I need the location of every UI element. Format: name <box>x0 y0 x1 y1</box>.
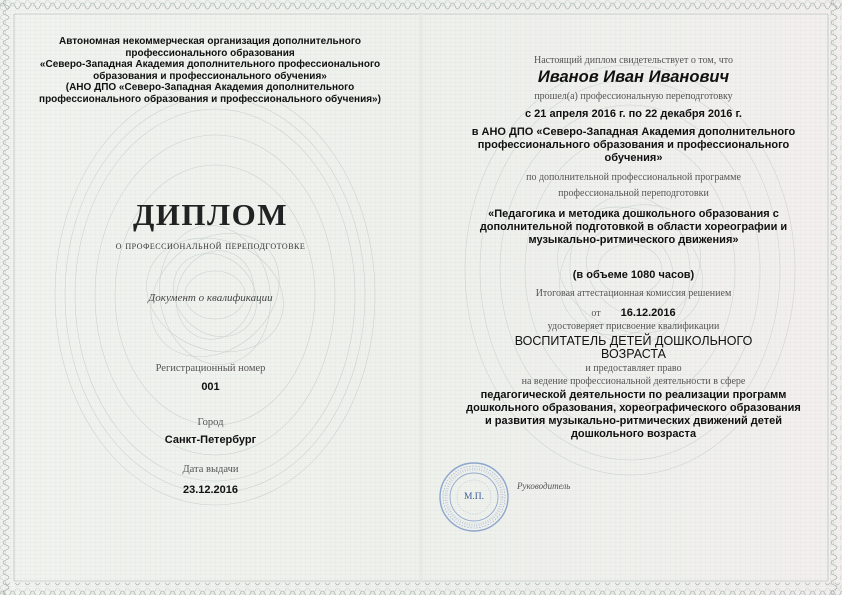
study-period: с 21 апреля 2016 г. по 22 декабря 2016 г. <box>525 108 742 120</box>
activity-label: на ведение профессиональной деятельности в сфере <box>521 376 746 387</box>
reg-number-value: 001 <box>201 381 220 393</box>
issue-date-label: Дата выдачи <box>182 464 239 475</box>
activity-line: дошкольного образования, хореографического образования <box>466 402 801 414</box>
org-line: «Северо-Западная Академия дополнительного профессионального <box>39 59 381 70</box>
official-stamp <box>438 461 510 533</box>
org-line: образования и профессионального обучения» <box>93 70 327 82</box>
program-label: по дополнительной профессиональной программе <box>526 172 741 183</box>
diploma-title: ДИПЛОМ <box>132 197 289 232</box>
org-line: профессионального образования <box>125 47 295 59</box>
passed-text: прошел(а) профессиональную переподготовку <box>534 91 733 102</box>
from-label: от <box>591 308 601 319</box>
decision-date-row <box>451 303 816 321</box>
program-hours: (в объеме 1080 часов) <box>572 269 695 281</box>
document-type: Документ о квалификации <box>148 292 273 304</box>
stamp-mp-label: М.П. <box>463 492 485 502</box>
institution-line: в АНО ДПО «Северо-Западная Академия дополнительного <box>471 126 796 138</box>
commission-text: Итоговая аттестационная комиссия решением <box>535 288 732 299</box>
diploma-subtitle: о профессиональной переподготовке <box>115 240 306 252</box>
program-line: музыкально-ритмического движения» <box>528 234 739 246</box>
program-label-2: профессиональной переподготовки <box>558 188 709 199</box>
institution-line: профессионального образования и профессионального <box>477 139 790 151</box>
qualification-title <box>451 335 816 361</box>
confirms-text: удостоверяет присвоение квалификации <box>547 321 720 332</box>
institution-line: обучения» <box>604 152 663 164</box>
city-value: Санкт-Петербург <box>164 434 257 446</box>
head-signature-label: Руководитель <box>517 481 571 491</box>
program-line: «Педагогика и методика дошкольного образования с <box>488 208 779 220</box>
grants-text: и предоставляет право <box>585 363 682 374</box>
issue-date-value: 23.12.2016 <box>182 484 239 496</box>
activity-line: дошкольного возраста <box>570 428 697 440</box>
activity-description <box>451 389 816 441</box>
holder-name: Иванов Иван Иванович <box>537 68 730 86</box>
qualification-line: ВОЗРАСТА <box>601 347 666 361</box>
org-line: (АНО ДПО «Северо-Западная Академия дополнительного <box>65 82 355 93</box>
activity-line: и развития музыкально-ритмических движений детей <box>484 415 783 427</box>
decision-date: 16.12.2016 <box>620 307 676 319</box>
program-line: дополнительной подготовкой в области хореографии и <box>479 221 788 233</box>
certifies-text: Настоящий диплом свидетельствует о том, что <box>534 55 733 66</box>
org-line: Автономная некоммерческая организация дополнительного <box>59 36 361 47</box>
issuing-organization <box>30 36 390 105</box>
org-line: профессионального образования и профессионального обучения») <box>39 93 381 105</box>
city-label: Город <box>197 417 224 428</box>
activity-line: педагогической деятельности по реализации программ <box>480 389 787 401</box>
qualification-line: ВОСПИТАТЕЛЬ ДЕТЕЙ ДОШКОЛЬНОГО <box>514 334 753 348</box>
program-title <box>451 208 816 247</box>
reg-number-label: Регистрационный номер <box>155 363 266 374</box>
institution <box>451 126 816 165</box>
